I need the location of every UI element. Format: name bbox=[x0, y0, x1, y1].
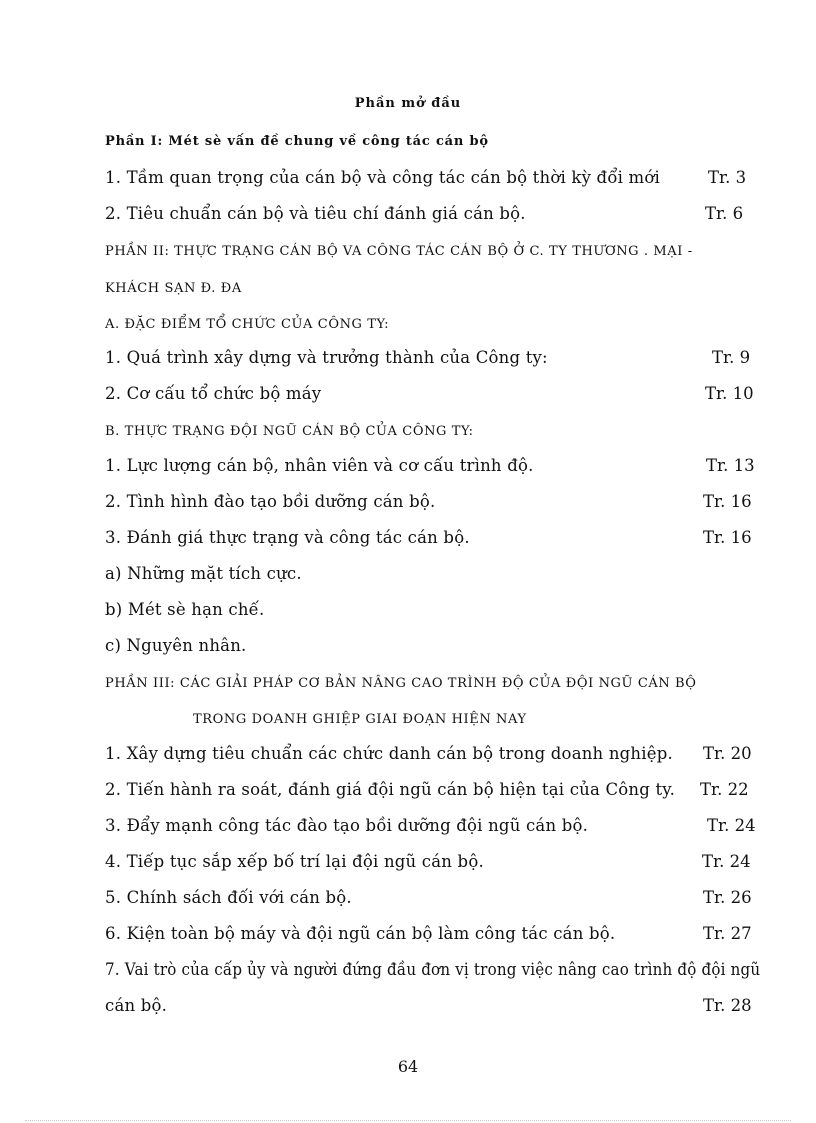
toc-entry-page: Tr. 28 bbox=[703, 996, 752, 1015]
toc-entry-text-cont: cán bộ. bbox=[105, 996, 168, 1015]
part2-heading-cont: KHÁCH SẠN Đ. ĐA bbox=[105, 281, 242, 296]
toc-subitem: b) Mét sè hạn chế. bbox=[105, 600, 265, 619]
toc-entry-page: Tr. 6 bbox=[705, 204, 744, 223]
toc-entry-page: Tr. 27 bbox=[703, 924, 752, 943]
toc-entry-page: Tr. 16 bbox=[703, 528, 752, 547]
toc-entry-text: 6. Kiện toàn bộ máy và đội ngũ cán bộ làm công tác cán bộ. bbox=[105, 924, 616, 943]
toc-entry-text: 3. Đánh giá thực trạng và công tác cán bộ. bbox=[105, 528, 470, 547]
section-b-heading: B. THỰC TRẠNG ĐỘI NGŨ CÁN BỘ CỦA CÔNG TY: bbox=[105, 424, 474, 439]
part3-heading: PHẦN III: CÁC GIẢI PHÁP CƠ BẢN NÂNG CAO TRÌNH ĐỘ CỦA ĐỘI NGŨ CÁN BỘ bbox=[105, 676, 697, 691]
toc-title: Phần mở đầu bbox=[354, 96, 462, 111]
toc-entry-text: 7. Vai trò của cấp ủy và người đứng đầu đơn vị trong việc nâng cao trình độ đội ngũ bbox=[105, 960, 761, 979]
toc-entry-text: 5. Chính sách đối với cán bộ. bbox=[105, 888, 352, 907]
page-bottom-rule bbox=[25, 1120, 791, 1121]
toc-entry-page: Tr. 22 bbox=[700, 780, 749, 799]
toc-entry-text: 1. Xây dựng tiêu chuẩn các chức danh cán bộ trong doanh nghiệp. bbox=[105, 744, 673, 763]
part3-heading-cont: TRONG DOANH GHIỆP GIAI ĐOẠN HIỆN NAY bbox=[193, 712, 527, 727]
part1-heading: Phần I: Mét sè vấn đề chung về công tác cán bộ bbox=[105, 134, 489, 149]
toc-entry-text: 1. Lực lượng cán bộ, nhân viên và cơ cấu trình độ. bbox=[105, 456, 534, 475]
toc-entry-page: Tr. 26 bbox=[703, 888, 752, 907]
toc-subitem: a) Những mặt tích cực. bbox=[105, 564, 302, 583]
toc-entry-page: Tr. 9 bbox=[712, 348, 751, 367]
toc-entry-text: 4. Tiếp tục sắp xếp bố trí lại đội ngũ cán bộ. bbox=[105, 852, 484, 871]
toc-entry-text: 3. Đẩy mạnh công tác đào tạo bồi dưỡng đội ngũ cán bộ. bbox=[105, 816, 589, 835]
toc-entry-page: Tr. 3 bbox=[708, 168, 747, 187]
toc-entry-text: 2. Tình hình đào tạo bồi dưỡng cán bộ. bbox=[105, 492, 436, 511]
toc-entry-text: 2. Tiến hành ra soát, đánh giá đội ngũ cán bộ hiện tại của Công ty. bbox=[105, 780, 676, 799]
toc-entry-page: Tr. 24 bbox=[707, 816, 756, 835]
toc-entry-page: Tr. 24 bbox=[702, 852, 751, 871]
section-a-heading: A. ĐẶC ĐIỂM TỔ CHỨC CỦA CÔNG TY: bbox=[105, 317, 390, 332]
toc-entry-text: 2. Cơ cấu tổ chức bộ máy bbox=[105, 384, 322, 403]
page-number: 64 bbox=[397, 1057, 419, 1076]
toc-entry-text: 1. Quá trình xây dựng và trưởng thành của Công ty: bbox=[105, 348, 548, 367]
toc-subitem: c) Nguyên nhân. bbox=[105, 636, 247, 655]
toc-entry-page: Tr. 10 bbox=[705, 384, 754, 403]
part2-heading: PHẦN II: THỰC TRẠNG CÁN BỘ VA CÔNG TÁC CÁN BỘ Ở C. TY THƯƠNG . MẠI - bbox=[105, 244, 693, 259]
toc-entry-text: 1. Tầm quan trọng của cán bộ và công tác cán bộ thời kỳ đổi mới bbox=[105, 168, 660, 187]
toc-entry-page: Tr. 20 bbox=[703, 744, 752, 763]
toc-entry-text: 2. Tiêu chuẩn cán bộ và tiêu chí đánh giá cán bộ. bbox=[105, 204, 526, 223]
toc-entry-page: Tr. 13 bbox=[706, 456, 755, 475]
toc-entry-page: Tr. 16 bbox=[703, 492, 752, 511]
